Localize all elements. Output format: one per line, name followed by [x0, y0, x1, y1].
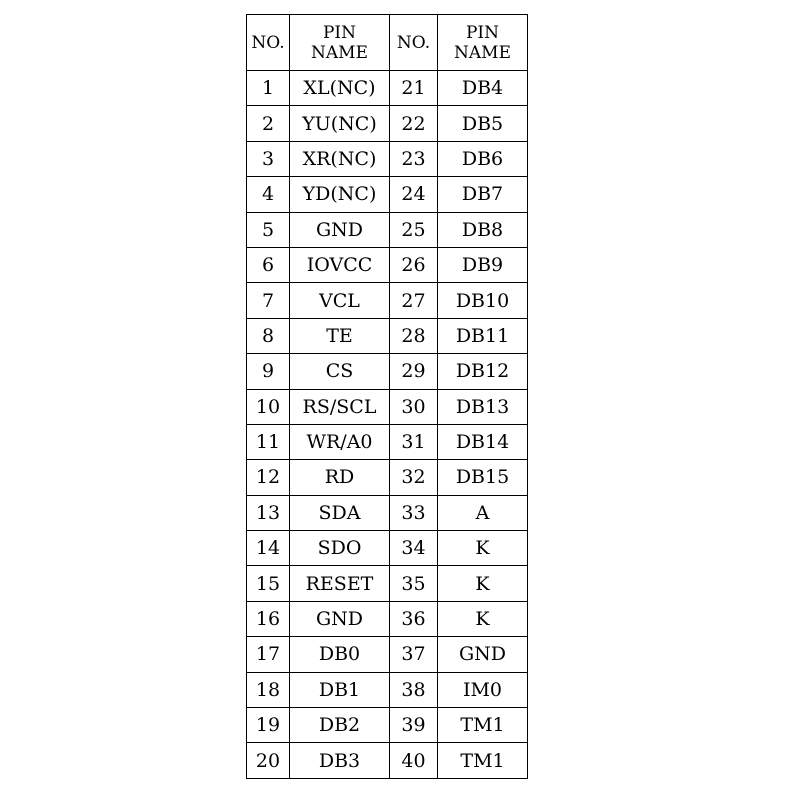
pin-name-left: WR/A0	[290, 424, 390, 459]
table-row	[247, 389, 528, 424]
pin-name-right: DB14	[438, 424, 528, 459]
pin-number-right: 33	[390, 495, 438, 530]
pin-number-left: 17	[247, 637, 290, 672]
pin-name-left: DB2	[290, 708, 390, 743]
header-name-label: NAME	[311, 42, 368, 63]
table-row	[247, 743, 528, 778]
pin-name-right: DB6	[438, 141, 528, 176]
pin-number-right: 38	[390, 672, 438, 707]
pin-name-left: DB0	[290, 637, 390, 672]
pin-name-left: SDA	[290, 495, 390, 530]
table-row	[247, 424, 528, 459]
table-row	[247, 672, 528, 707]
pin-number-left: 1	[247, 71, 290, 106]
table-row	[247, 177, 528, 212]
pin-number-left: 7	[247, 283, 290, 318]
pin-number-left: 5	[247, 212, 290, 247]
header-no-right: NO.	[390, 15, 438, 71]
pin-number-left: 16	[247, 601, 290, 636]
table-row	[247, 283, 528, 318]
pin-name-left: CS	[290, 354, 390, 389]
pin-number-left: 6	[247, 247, 290, 282]
table-row	[247, 495, 528, 530]
pin-name-right: K	[438, 566, 528, 601]
pin-number-right: 35	[390, 566, 438, 601]
pin-name-right: GND	[438, 637, 528, 672]
pin-name-left: TE	[290, 318, 390, 353]
pin-name-right: IM0	[438, 672, 528, 707]
pin-name-right: K	[438, 601, 528, 636]
pin-name-right: DB15	[438, 460, 528, 495]
header-row	[247, 15, 528, 71]
table-row	[247, 106, 528, 141]
pin-number-right: 27	[390, 283, 438, 318]
pin-number-left: 19	[247, 708, 290, 743]
pin-number-right: 30	[390, 389, 438, 424]
header-no-left: NO.	[247, 15, 290, 71]
pin-number-right: 22	[390, 106, 438, 141]
pin-number-right: 32	[390, 460, 438, 495]
header-name-label: NAME	[454, 42, 511, 63]
pin-name-right: DB7	[438, 177, 528, 212]
pin-name-right: DB8	[438, 212, 528, 247]
pin-name-left: SDO	[290, 531, 390, 566]
pin-name-left: DB3	[290, 743, 390, 778]
table-row	[247, 460, 528, 495]
table-row	[247, 141, 528, 176]
header-pin-label: PIN	[465, 22, 500, 43]
pin-name-left: YU(NC)	[290, 106, 390, 141]
pin-number-right: 25	[390, 212, 438, 247]
pin-name-right: DB5	[438, 106, 528, 141]
table-row	[247, 212, 528, 247]
pin-number-right: 40	[390, 743, 438, 778]
pin-number-left: 15	[247, 566, 290, 601]
pin-number-left: 10	[247, 389, 290, 424]
table-row	[247, 637, 528, 672]
header-pin-name-left	[290, 15, 390, 71]
pin-number-left: 3	[247, 141, 290, 176]
pin-number-right: 28	[390, 318, 438, 353]
pin-name-left: XR(NC)	[290, 141, 390, 176]
pin-number-left: 13	[247, 495, 290, 530]
pin-name-right: K	[438, 531, 528, 566]
pin-name-right: A	[438, 495, 528, 530]
pin-name-left: RD	[290, 460, 390, 495]
header-pin-name-right	[438, 15, 528, 71]
table-body	[247, 71, 528, 779]
pin-number-left: 14	[247, 531, 290, 566]
table-row	[247, 247, 528, 282]
pin-name-right: TM1	[438, 743, 528, 778]
table-row	[247, 566, 528, 601]
pin-name-left: XL(NC)	[290, 71, 390, 106]
pin-name-right: DB11	[438, 318, 528, 353]
pin-name-left: VCL	[290, 283, 390, 318]
pin-name-right: DB4	[438, 71, 528, 106]
pin-name-left: GND	[290, 212, 390, 247]
pin-name-left: IOVCC	[290, 247, 390, 282]
pin-assignment-table	[246, 14, 528, 779]
header-pin-label: PIN	[322, 22, 357, 43]
pin-number-left: 4	[247, 177, 290, 212]
pin-name-right: TM1	[438, 708, 528, 743]
pin-number-left: 11	[247, 424, 290, 459]
pin-number-right: 24	[390, 177, 438, 212]
table-row	[247, 531, 528, 566]
pin-number-right: 39	[390, 708, 438, 743]
pin-name-left: YD(NC)	[290, 177, 390, 212]
pin-number-right: 21	[390, 71, 438, 106]
pin-number-left: 12	[247, 460, 290, 495]
pin-number-left: 9	[247, 354, 290, 389]
table-row	[247, 601, 528, 636]
pin-name-right: DB9	[438, 247, 528, 282]
pin-number-left: 20	[247, 743, 290, 778]
pin-number-right: 34	[390, 531, 438, 566]
pin-name-left: GND	[290, 601, 390, 636]
pin-name-right: DB12	[438, 354, 528, 389]
pin-number-right: 26	[390, 247, 438, 282]
pin-name-right: DB10	[438, 283, 528, 318]
pin-name-left: RS/SCL	[290, 389, 390, 424]
pin-name-right: DB13	[438, 389, 528, 424]
pin-number-right: 36	[390, 601, 438, 636]
pin-number-right: 23	[390, 141, 438, 176]
pin-number-right: 37	[390, 637, 438, 672]
pin-name-left: RESET	[290, 566, 390, 601]
table-header	[247, 15, 528, 71]
pin-number-right: 31	[390, 424, 438, 459]
pin-number-left: 18	[247, 672, 290, 707]
pin-number-left: 2	[247, 106, 290, 141]
table-row	[247, 71, 528, 106]
table-row	[247, 318, 528, 353]
table-row	[247, 708, 528, 743]
pin-name-left: DB1	[290, 672, 390, 707]
pin-number-right: 29	[390, 354, 438, 389]
table-row	[247, 354, 528, 389]
pin-number-left: 8	[247, 318, 290, 353]
